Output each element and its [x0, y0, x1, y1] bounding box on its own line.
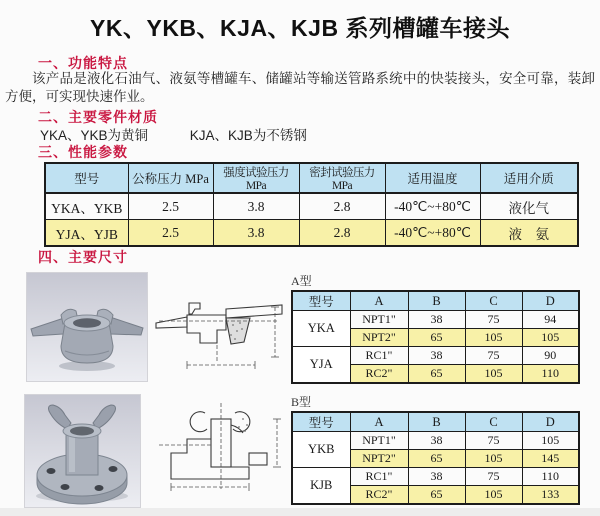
- table-row: [45, 193, 578, 220]
- cell: RC2": [350, 365, 408, 384]
- material-steel-text: KJA、KJB为不锈钢: [189, 128, 307, 143]
- cell: RC2": [350, 486, 408, 505]
- cell: RC1": [350, 347, 408, 365]
- page-bottom-edge: [0, 508, 600, 516]
- section-heading-performance: 三、性能参数: [38, 144, 128, 160]
- column-header-d: D: [522, 412, 579, 432]
- cell: 90: [522, 347, 579, 365]
- cell: RC1": [350, 468, 408, 486]
- column-header-strength-test: 强度试验压力MPa: [213, 163, 299, 193]
- cell: 133: [522, 486, 579, 505]
- cell: 液 氨: [480, 220, 578, 247]
- model-cell: YKA: [292, 311, 350, 347]
- cell: 110: [522, 468, 579, 486]
- column-header-c: C: [465, 291, 522, 311]
- cell: -40℃~+80℃: [385, 193, 480, 220]
- column-header-a: A: [350, 291, 408, 311]
- column-header-c: C: [465, 412, 522, 432]
- model-cell: YJA: [292, 347, 350, 384]
- dim-header-row: [292, 412, 579, 432]
- b-type-dim-block: [291, 396, 578, 505]
- a-type-dimension-table: [291, 290, 580, 384]
- dim-header-row: [292, 291, 579, 311]
- cell: 2.5: [128, 193, 213, 220]
- column-header-nominal-pressure: 公称压力 MPa: [128, 163, 213, 193]
- cell: 94: [522, 311, 579, 329]
- a-type-label: A型: [291, 274, 312, 288]
- cell: 105: [522, 432, 579, 450]
- cell: YJA、YJB: [45, 220, 128, 247]
- table-row: [292, 311, 579, 329]
- b-type-dimension-table: [291, 411, 580, 505]
- cell: NPT1": [350, 432, 408, 450]
- page-title: YK、YKB、KJA、KJB 系列槽罐车接头: [90, 15, 510, 41]
- cell: NPT2": [350, 329, 408, 347]
- a-type-dimension-drawing: [153, 283, 287, 373]
- cell: 2.5: [128, 220, 213, 247]
- column-header-medium: 适用介质: [480, 163, 578, 193]
- cell: 105: [465, 365, 522, 384]
- table-row: [292, 432, 579, 450]
- section-heading-features: 一、功能特点: [38, 55, 128, 71]
- column-header-a: A: [350, 412, 408, 432]
- column-header-model: 型号: [45, 163, 128, 193]
- table-row: [292, 468, 579, 486]
- cell: YKA、YKB: [45, 193, 128, 220]
- cell: 65: [408, 486, 465, 505]
- b-type-coupling-illustration: [25, 395, 140, 507]
- cell: 105: [465, 329, 522, 347]
- table-row: [45, 220, 578, 247]
- features-paragraph: 该产品是液化石油气、液氨等槽罐车、储罐站等输送管路系统中的快装接头，安全可靠，装卸方便，可实现快速作业。: [5, 71, 595, 104]
- cell: 65: [408, 329, 465, 347]
- section-heading-dimensions: 四、主要尺寸: [38, 249, 128, 265]
- cell: 3.8: [213, 193, 299, 220]
- cell: 75: [465, 347, 522, 365]
- cell: 38: [408, 347, 465, 365]
- material-brass-text: YKA、YKB为黄铜: [40, 128, 149, 143]
- materials-line: [40, 124, 345, 144]
- cell: 105: [465, 486, 522, 505]
- column-header-model: 型号: [292, 291, 350, 311]
- cell: 38: [408, 432, 465, 450]
- b-type-dimension-drawing: [151, 401, 291, 493]
- cell: 液化气: [480, 193, 578, 220]
- cell: 75: [465, 432, 522, 450]
- cell: 145: [522, 450, 579, 468]
- cell: 75: [465, 311, 522, 329]
- cell: 65: [408, 365, 465, 384]
- b-type-coupling-photo: [25, 395, 140, 507]
- b-type-label: B型: [291, 395, 312, 409]
- performance-table: [44, 162, 579, 247]
- cell: 38: [408, 468, 465, 486]
- a-type-coupling-illustration: [27, 273, 147, 381]
- column-header-temperature: 适用温度: [385, 163, 480, 193]
- table-row: [292, 347, 579, 365]
- column-header-b: B: [408, 412, 465, 432]
- cell: 65: [408, 450, 465, 468]
- model-cell: YKB: [292, 432, 350, 468]
- model-cell: KJB: [292, 468, 350, 505]
- cell: 75: [465, 468, 522, 486]
- a-type-coupling-photo: [27, 273, 147, 381]
- section-heading-materials: 二、主要零件材质: [38, 109, 158, 125]
- cell: 105: [465, 450, 522, 468]
- cell: 2.8: [299, 220, 385, 247]
- a-type-dim-block: [291, 275, 578, 384]
- cell: 105: [522, 329, 579, 347]
- cell: NPT2": [350, 450, 408, 468]
- column-header-b: B: [408, 291, 465, 311]
- cell: 110: [522, 365, 579, 384]
- column-header-seal-test: 密封试验压力MPa: [299, 163, 385, 193]
- cell: 3.8: [213, 220, 299, 247]
- column-header-d: D: [522, 291, 579, 311]
- cell: 2.8: [299, 193, 385, 220]
- cell: -40℃~+80℃: [385, 220, 480, 247]
- performance-header-row: [45, 163, 578, 193]
- cell: NPT1": [350, 311, 408, 329]
- column-header-model: 型号: [292, 412, 350, 432]
- cell: 38: [408, 311, 465, 329]
